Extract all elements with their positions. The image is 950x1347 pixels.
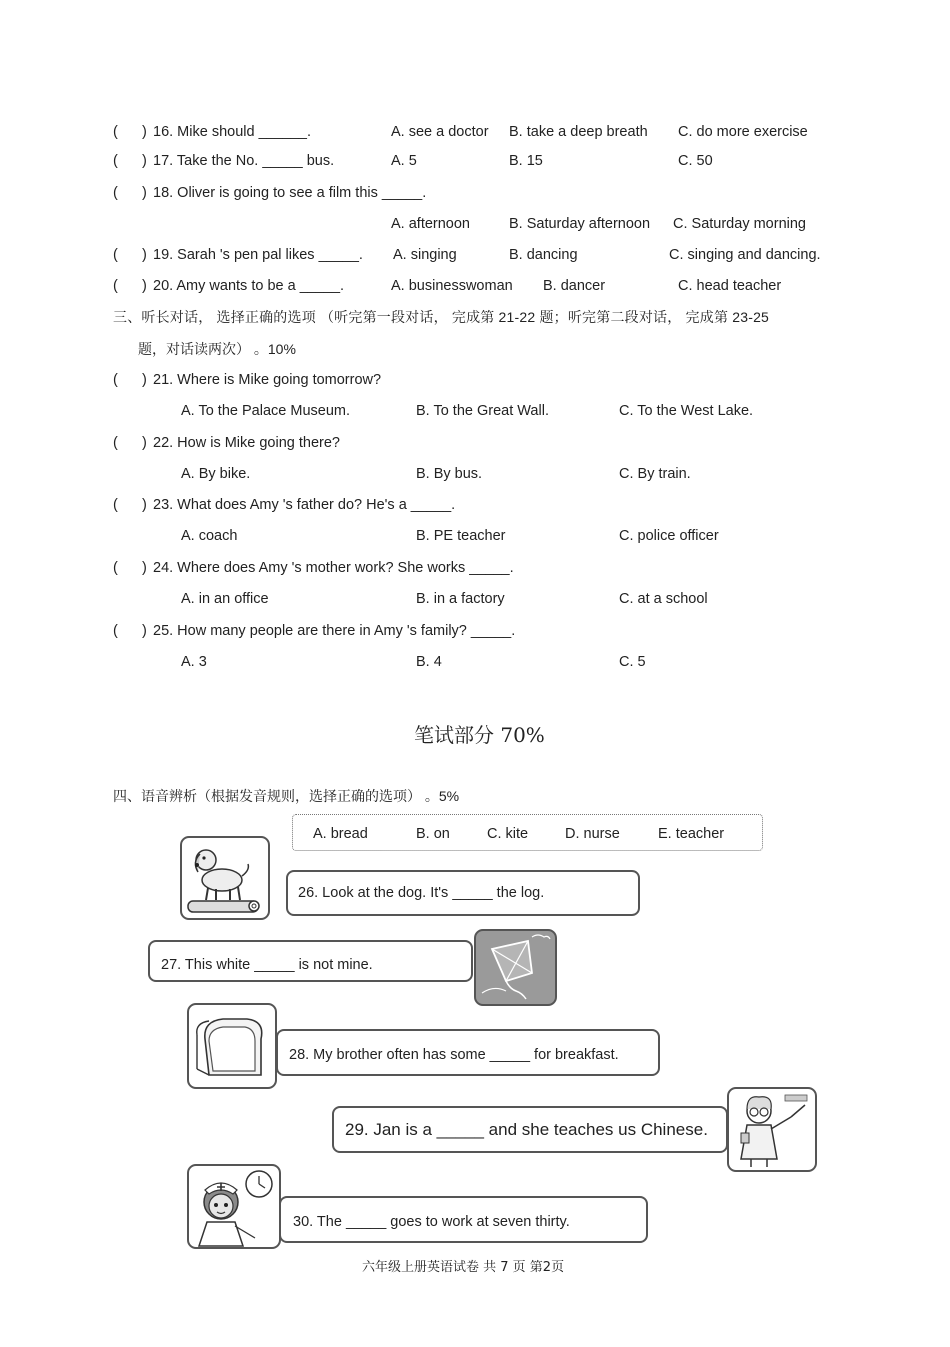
answer-paren-close: ) bbox=[142, 372, 147, 388]
option-b[interactable]: B. By bus. bbox=[416, 466, 483, 482]
answer-paren-close: ) bbox=[142, 560, 147, 576]
section3-heading-line1: 三、听长对话， 选择正确的选项 （听完第一段对话， 完成第 21-22 题；听完第二段对话， 完成第 23-25 bbox=[113, 309, 770, 325]
answer-paren-close: ) bbox=[142, 153, 147, 169]
option-c[interactable]: C. at a school bbox=[619, 591, 708, 607]
option-b[interactable]: B. To the Great Wall. bbox=[416, 403, 549, 419]
option-a[interactable]: A. see a doctor bbox=[391, 124, 489, 140]
answer-paren[interactable]: ( bbox=[113, 372, 118, 388]
sentence-30-box bbox=[279, 1196, 648, 1243]
phonics-option-e: E. teacher bbox=[658, 826, 725, 842]
answer-paren[interactable]: ( bbox=[113, 435, 118, 451]
option-a[interactable]: A. 3 bbox=[181, 654, 207, 670]
option-b[interactable]: B. dancer bbox=[543, 278, 606, 294]
answer-paren-close: ) bbox=[142, 124, 147, 140]
question-text: 24. Where does Amy 's mother work? She works _____. bbox=[153, 560, 514, 576]
answer-paren[interactable]: ( bbox=[113, 623, 118, 639]
bread-picture bbox=[187, 1003, 277, 1089]
question-text: 19. Sarah 's pen pal likes _____. bbox=[153, 247, 363, 263]
answer-paren-close: ) bbox=[142, 623, 147, 639]
kite-picture bbox=[474, 929, 557, 1006]
answer-paren-close: ) bbox=[142, 497, 147, 513]
option-a[interactable]: A. coach bbox=[181, 528, 238, 544]
option-c[interactable]: C. 50 bbox=[678, 153, 713, 169]
answer-paren[interactable]: ( bbox=[113, 124, 118, 140]
kite-icon bbox=[476, 931, 555, 1004]
option-c[interactable]: C. singing and dancing. bbox=[669, 247, 821, 263]
option-a[interactable]: A. 5 bbox=[391, 153, 417, 169]
nurse-picture bbox=[187, 1164, 281, 1249]
answer-paren-close: ) bbox=[142, 247, 147, 263]
teacher-icon bbox=[729, 1089, 815, 1170]
question-text: 16. Mike should ______. bbox=[153, 124, 311, 140]
question-text: 21. Where is Mike going tomorrow? bbox=[153, 372, 382, 388]
answer-paren-close: ) bbox=[142, 185, 147, 201]
question-text: 18. Oliver is going to see a film this _____. bbox=[153, 185, 427, 201]
sentence-26-box bbox=[286, 870, 640, 916]
section4-heading: 四、语音辨析（根据发音规则，选择正确的选项） 。5% bbox=[113, 788, 460, 804]
option-b[interactable]: B. take a deep breath bbox=[509, 124, 648, 140]
answer-paren[interactable]: ( bbox=[113, 153, 118, 169]
answer-paren-close: ) bbox=[142, 435, 147, 451]
sentence-29-box bbox=[332, 1106, 728, 1153]
option-a[interactable]: A. afternoon bbox=[391, 216, 470, 232]
nurse-icon bbox=[189, 1166, 279, 1247]
sentence-30: 30. The _____ goes to work at seven thirty. bbox=[293, 1214, 570, 1230]
dog-picture bbox=[180, 836, 270, 920]
question-text: 23. What does Amy 's father do? He's a _____. bbox=[153, 497, 456, 513]
written-part-title: 笔试部分 70% bbox=[414, 723, 545, 747]
phonics-option-b: B. on bbox=[416, 826, 450, 842]
phonics-options-box bbox=[292, 814, 763, 851]
phonics-option-a: A. bread bbox=[313, 826, 368, 842]
section3-heading-line2: 题，对话读两次） 。10% bbox=[138, 341, 296, 357]
answer-paren[interactable]: ( bbox=[113, 560, 118, 576]
option-a[interactable]: A. in an office bbox=[181, 591, 269, 607]
dog-icon bbox=[182, 838, 268, 918]
answer-paren[interactable]: ( bbox=[113, 497, 118, 513]
option-c[interactable]: C. do more exercise bbox=[678, 124, 808, 140]
sentence-26: 26. Look at the dog. It's _____ the log. bbox=[298, 885, 545, 901]
option-c[interactable]: C. Saturday morning bbox=[673, 216, 806, 232]
option-b[interactable]: B. PE teacher bbox=[416, 528, 506, 544]
sentence-29: 29. Jan is a _____ and she teaches us Chinese. bbox=[345, 1120, 708, 1139]
option-a[interactable]: A. singing bbox=[393, 247, 457, 263]
option-a[interactable]: A. businesswoman bbox=[391, 278, 513, 294]
sentence-28-box bbox=[276, 1029, 660, 1076]
option-c[interactable]: C. To the West Lake. bbox=[619, 403, 754, 419]
question-text: 25. How many people are there in Amy 's family? _____. bbox=[153, 623, 516, 639]
answer-paren[interactable]: ( bbox=[113, 185, 118, 201]
option-c[interactable]: C. By train. bbox=[619, 466, 691, 482]
answer-paren[interactable]: ( bbox=[113, 278, 118, 294]
question-text: 17. Take the No. _____ bus. bbox=[153, 153, 335, 169]
option-c[interactable]: C. 5 bbox=[619, 654, 646, 670]
sentence-28: 28. My brother often has some _____ for breakfast. bbox=[289, 1047, 619, 1063]
option-b[interactable]: B. Saturday afternoon bbox=[509, 216, 651, 232]
bread-icon bbox=[189, 1005, 275, 1087]
phonics-option-d: D. nurse bbox=[565, 826, 620, 842]
option-b[interactable]: B. in a factory bbox=[416, 591, 505, 607]
page-footer: 六年级上册英语试卷 共 7 页 第2页 bbox=[362, 1260, 565, 1275]
answer-paren[interactable]: ( bbox=[113, 247, 118, 263]
question-text: 22. How is Mike going there? bbox=[153, 435, 340, 451]
option-b[interactable]: B. dancing bbox=[509, 247, 578, 263]
option-a[interactable]: A. To the Palace Museum. bbox=[181, 403, 350, 419]
option-c[interactable]: C. head teacher bbox=[678, 278, 782, 294]
sentence-27-box bbox=[148, 940, 473, 982]
teacher-picture bbox=[727, 1087, 817, 1172]
option-a[interactable]: A. By bike. bbox=[181, 466, 251, 482]
option-c[interactable]: C. police officer bbox=[619, 528, 719, 544]
option-b[interactable]: B. 4 bbox=[416, 654, 442, 670]
question-text: 20. Amy wants to be a _____. bbox=[153, 278, 345, 294]
answer-paren-close: ) bbox=[142, 278, 147, 294]
phonics-option-c: C. kite bbox=[487, 826, 529, 842]
sentence-27: 27. This white _____ is not mine. bbox=[161, 957, 373, 973]
option-b[interactable]: B. 15 bbox=[509, 153, 543, 169]
